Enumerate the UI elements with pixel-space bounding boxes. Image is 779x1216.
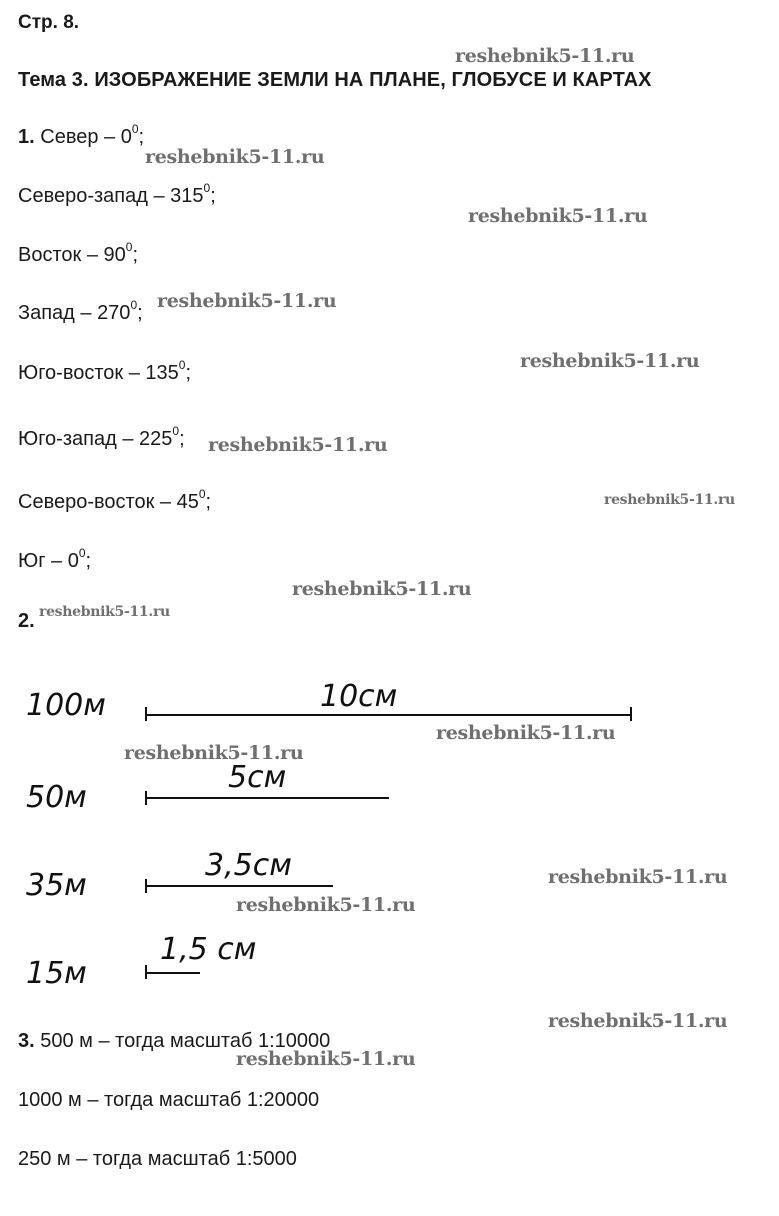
scale-line-100 [145, 714, 632, 716]
watermark: reshebnik5-11.ru [236, 1048, 416, 1070]
watermark: reshebnik5-11.ru [468, 205, 648, 227]
topic-title: Тема 3. ИЗОБРАЖЕНИЕ ЗЕМЛИ НА ПЛАНЕ, ГЛОБУСЕ И КАРТАХ [18, 69, 652, 91]
task1-item: Юго-восток – $135^0$; [18, 358, 192, 384]
scale-line-15 [145, 972, 200, 974]
task1-item: Северо-запад – $315^0$; [18, 181, 216, 207]
scale-distance-label: 15м [26, 956, 87, 991]
watermark: reshebnik5-11.ru [292, 578, 472, 600]
task1-item: Северо-восток – $45^0$; [18, 487, 212, 513]
task1-item: Юг – $0^0$; [18, 546, 92, 572]
task3-item: 3. 500 м – тогда масштаб 1:10000 [18, 1030, 331, 1052]
scale-line-35 [145, 885, 333, 887]
task1-item: Запад – $270^0$; [18, 298, 143, 324]
scale-distance-label: 100м [26, 688, 106, 723]
watermark: reshebnik5-11.ru [604, 492, 735, 508]
task3-item: 1000 м – тогда масштаб 1:20000 [18, 1089, 320, 1111]
task3-item: 250 м – тогда масштаб 1:5000 [18, 1148, 297, 1170]
watermark: reshebnik5-11.ru [520, 350, 700, 372]
watermark: reshebnik5-11.ru [236, 894, 416, 916]
watermark: reshebnik5-11.ru [548, 866, 728, 888]
watermark: reshebnik5-11.ru [548, 1010, 728, 1032]
task1-number: 1. [18, 126, 35, 148]
watermark: reshebnik5-11.ru [436, 722, 616, 744]
scale-length-label: 1,5 см [160, 932, 257, 967]
scale-length-label: 3,5см [205, 848, 292, 883]
task1-item: Юго-запад – $225^0$; [18, 424, 185, 450]
scale-distance-label: 35м [26, 868, 87, 903]
task3-number: 3. [18, 1030, 35, 1052]
scale-line-50 [145, 797, 389, 799]
scale-tick-end [630, 707, 632, 721]
scale-length-label: 10см [320, 679, 398, 714]
task1-item: 1. Север – $0^0$; [18, 122, 145, 148]
watermark: reshebnik5-11.ru [39, 604, 170, 620]
watermark: reshebnik5-11.ru [124, 742, 304, 764]
scale-length-label: 5см [228, 760, 287, 795]
task1-item: Восток – $90^0$; [18, 240, 139, 266]
watermark: reshebnik5-11.ru [157, 290, 337, 312]
scale-distance-label: 50м [26, 780, 87, 815]
page-label: Стр. 8. [18, 12, 80, 33]
task2-number: 2. [18, 610, 35, 632]
watermark: reshebnik5-11.ru [208, 434, 388, 456]
watermark: reshebnik5-11.ru [145, 146, 325, 168]
watermark: reshebnik5-11.ru [455, 45, 635, 67]
